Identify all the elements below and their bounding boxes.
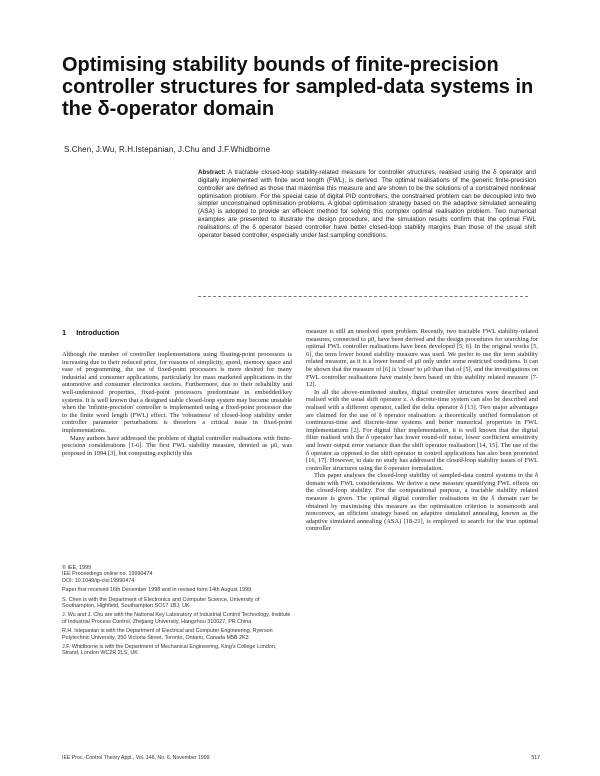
title-line-2: controller structures for sampled-data systems in bbox=[62, 76, 534, 98]
section-heading bbox=[62, 328, 119, 337]
affiliation-4: J.F. Whidborne is with the Department of Mechanical Engineering, King's College London, Strand, London WC2R 2LS, UK bbox=[62, 644, 277, 657]
abstract-text: A tractable closed-loop stability-related measure for controller structures, realised using the δ operator and digitally implemented with finite word length (FWL), is derived. The optimal realisations of the generic finite-precision controller are defined as those that maximise this measure and are shown to be the solutions of a constrained nonlinear optimisation problem. For the special case of digital PID controllers, the constrained problem can be decoupled into two simpler unconstrained optimisation problems. A global optimisation strategy based on the adaptive simulated annealing (ASA) is adopted to provide an efficient method for solving this complex optimal realisation problem. Two numerical examples are presented to illustrate the design procedure, and the simulation results confirm that the optimal FWL realisations of the δ operator based controller have better closed-loop stability margins than those of the usual shift operator based controller, especially under fast sampling conditions. bbox=[198, 169, 536, 239]
section-title: Introduction bbox=[76, 328, 120, 337]
affiliation-1: S. Chen is with the Department of Electronics and Computer Science, University of Southampton, Highfield, Southampton SO17 1BJ, UK bbox=[62, 596, 260, 610]
right-paragraph-3: This paper analyses the closed-loop stability of sampled-data control systems in the δ domain with FWL considerations. We derive a new measure quantifying FWL effects on the closed-loop stability. For the computational purpose, a tractable stability related measure is given. The optimal digital controller realisations in the δ domain can be obtained by maximising this measure as the optimisation criterion is nonsmooth and nonconvex, an efficient strategy based on adaptive simulated annealing, known as the adaptive simulated annealing (ASA) [18-21], is employed to search for the true optimal controller bbox=[306, 472, 538, 533]
title-line-3: the δ-operator domain bbox=[62, 98, 275, 120]
title-line-1: Optimising stability bounds of finite-precision bbox=[62, 54, 499, 76]
abstract-divider bbox=[198, 296, 528, 297]
page-number: 517 bbox=[531, 755, 540, 761]
abstract-label: Abstract: bbox=[198, 169, 226, 176]
right-column bbox=[306, 328, 538, 533]
left-column bbox=[62, 351, 292, 457]
section-number: 1 bbox=[62, 328, 67, 337]
right-paragraph-1: measure is still an unsolved open problem. Recently, two tractable FWL stability-related measures, connected to μ0, have been derived and the design procedures for searching for optimal FWL controller realisations have been developed [5, 6]. In the original works [5, 6], the term lower bound stability measure was used. We prefer to use the term stability related measure, as it is a lower bound of μ0 only under some restricted conditions. It can be shown that the measure of [6] is 'closer' to μ0 than that of [5], and the investigations on FWL controller realisations have mainly been based on this stability related measure [7-12]. bbox=[306, 328, 538, 389]
left-paragraph-2: Many authors have addressed the problem of digital controller realisations with finite-precision considerations [1-6]. The first FWL stability measure, denoted as μ0, was proposed in 1994 [3], but computing explicitly this bbox=[62, 434, 292, 457]
affiliation-2: J. Wu and J. Chu are with the National Key Laboratory of Industrial Control Technology, Institute of Industrial Process Control, Zhejiang University, Hangzhou 310027, PR China bbox=[62, 612, 291, 625]
abstract bbox=[198, 169, 536, 240]
footnotes bbox=[62, 565, 294, 660]
affiliation-3: R.H. Istepanian is with the Department of Electrical and Computer Engineering, Ryerson Polytechnic University, 350 Victoria Street, Toronto, Ontario, Canada M5B 2K3 bbox=[62, 628, 273, 641]
right-paragraph-2: In all the above-mentioned studies, digital controller structures were described and realised with the usual shift operator z. A discrete-time system can also be described and realised with a different operator, called the delta operator δ [13]. Two major advantages are claimed for the use of δ operator realisation: a theoretically unified formulation of continuous-time and discrete-time systems and better numerical properties in FWL implementations [2]. For digital filter implementation, it is well known that the digital filter realised with the δ operator has lower round-off noise, lower coefficient sensitivity and lower output error variance than the shift operator realisation [14, 15]. The use of the δ operator as opposed to the shift operator in control applications has also been promoted [16, 17]. However, to date no study has addressed the closed-loop stability issues of FWL controller structures using the δ operator formulation. bbox=[306, 388, 538, 472]
author-list: S.Chen, J.Wu, R.H.Istepanian, J.Chu and J.F.Whidborne bbox=[64, 145, 271, 154]
left-paragraph-1: Although the number of controller implementations using floating-point processors is increasing due to their reduced price, for reasons of simplicity, speed, memory space and ease of programming, the use of fixed-point processors is more desired for many industrial and consumer applications, particularly for mass marketed applications in the automotive and consumer electronics sectors. Furthermore, due to their reliability and well-understood properties, fixed-point processors predominate in embedded/key systems. It is well known that a designed stable closed-loop system may become unstable when the 'infinite-precision' controller is implemented using a fixed-point processor due to the finite word length (FWL) effect. The 'robustness' of closed-loop stability under controller parameter perturbations is therefore a critical issue in fixed-point implementations. bbox=[62, 351, 292, 434]
paper-title bbox=[62, 54, 562, 120]
journal-citation: IEE Proc.-Control Theory Appl., Vol. 146, No. 6, November 1999 bbox=[62, 755, 210, 761]
received-note: Paper first received 16th December 1998 and in revised form 14th August 1999 bbox=[62, 587, 252, 594]
proceedings-note: IEE Proceedings online no. 19990474 bbox=[62, 571, 153, 578]
doi-note: DOI: 10.1049/ip-cta:19990474 bbox=[62, 577, 135, 584]
copyright-note: © IEE, 1999 bbox=[62, 565, 92, 571]
